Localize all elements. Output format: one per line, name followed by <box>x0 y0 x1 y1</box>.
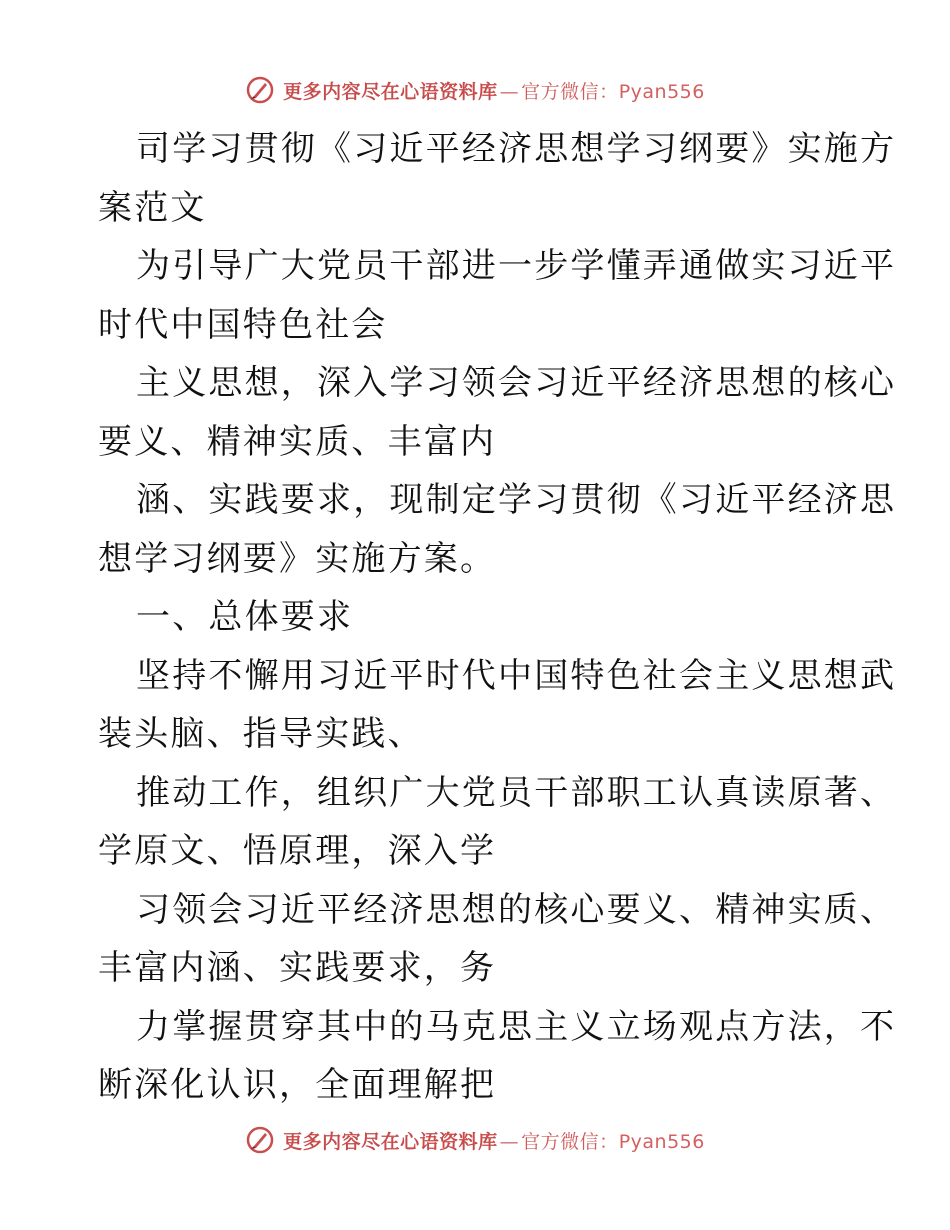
document-body <box>98 120 897 1115</box>
banner-library-text: 更多内容尽在心语资料库 <box>283 80 498 103</box>
banner-wechat-label: 官方微信： <box>521 80 619 103</box>
paragraph-line: 为引导广大党员干部进一步学懂弄通做实习近平 <box>136 246 897 286</box>
paragraph-line: 力掌握贯穿其中的马克思主义立场观点方法，不 <box>136 1006 897 1047</box>
paragraph-line: 想学习纲要》实施方案。 <box>98 538 497 579</box>
paragraph-line: 装头脑、指导实践、 <box>98 714 424 754</box>
paragraph-line: 时代中国特色社会 <box>98 304 388 345</box>
paragraph-line: 学原文、悟原理，深入学 <box>98 831 497 871</box>
quill-logo-icon <box>245 75 275 105</box>
banner-text <box>283 77 705 104</box>
banner-separator: — <box>499 1130 520 1153</box>
section-heading: 一、总体要求 <box>136 597 354 637</box>
banner-wechat-label: 官方微信： <box>521 1130 619 1153</box>
paragraph-line: 要义、精神实质、丰富内 <box>98 421 497 462</box>
banner-text <box>283 1127 705 1154</box>
paragraph-line: 坚持不懈用习近平时代中国特色社会主义思想武 <box>136 655 897 696</box>
header-banner <box>0 70 950 110</box>
footer-banner <box>0 1120 950 1160</box>
paragraph-line: 丰富内涵、实践要求，务 <box>98 948 497 988</box>
banner-library-text: 更多内容尽在心语资料库 <box>283 1130 498 1153</box>
title-line-1: 司学习贯彻《习近平经济思想学习纲要》实施方 <box>136 129 897 169</box>
banner-wechat-id: Pyan556 <box>618 1130 705 1153</box>
banner-separator: — <box>499 80 520 103</box>
paragraph-line: 主义思想，深入学习领会习近平经济思想的核心 <box>136 363 897 403</box>
quill-logo-icon <box>245 1125 275 1155</box>
paragraph-line: 断深化认识，全面理解把 <box>98 1065 497 1105</box>
paragraph-line: 推动工作，组织广大党员干部职工认真读原著、 <box>136 772 897 813</box>
title-line-2: 案范文 <box>98 187 207 228</box>
banner-wechat-id: Pyan556 <box>618 80 705 103</box>
paragraph-line: 涵、实践要求，现制定学习贯彻《习近平经济思 <box>136 480 897 520</box>
paragraph-line: 习领会习近平经济思想的核心要义、精神实质、 <box>136 889 897 930</box>
